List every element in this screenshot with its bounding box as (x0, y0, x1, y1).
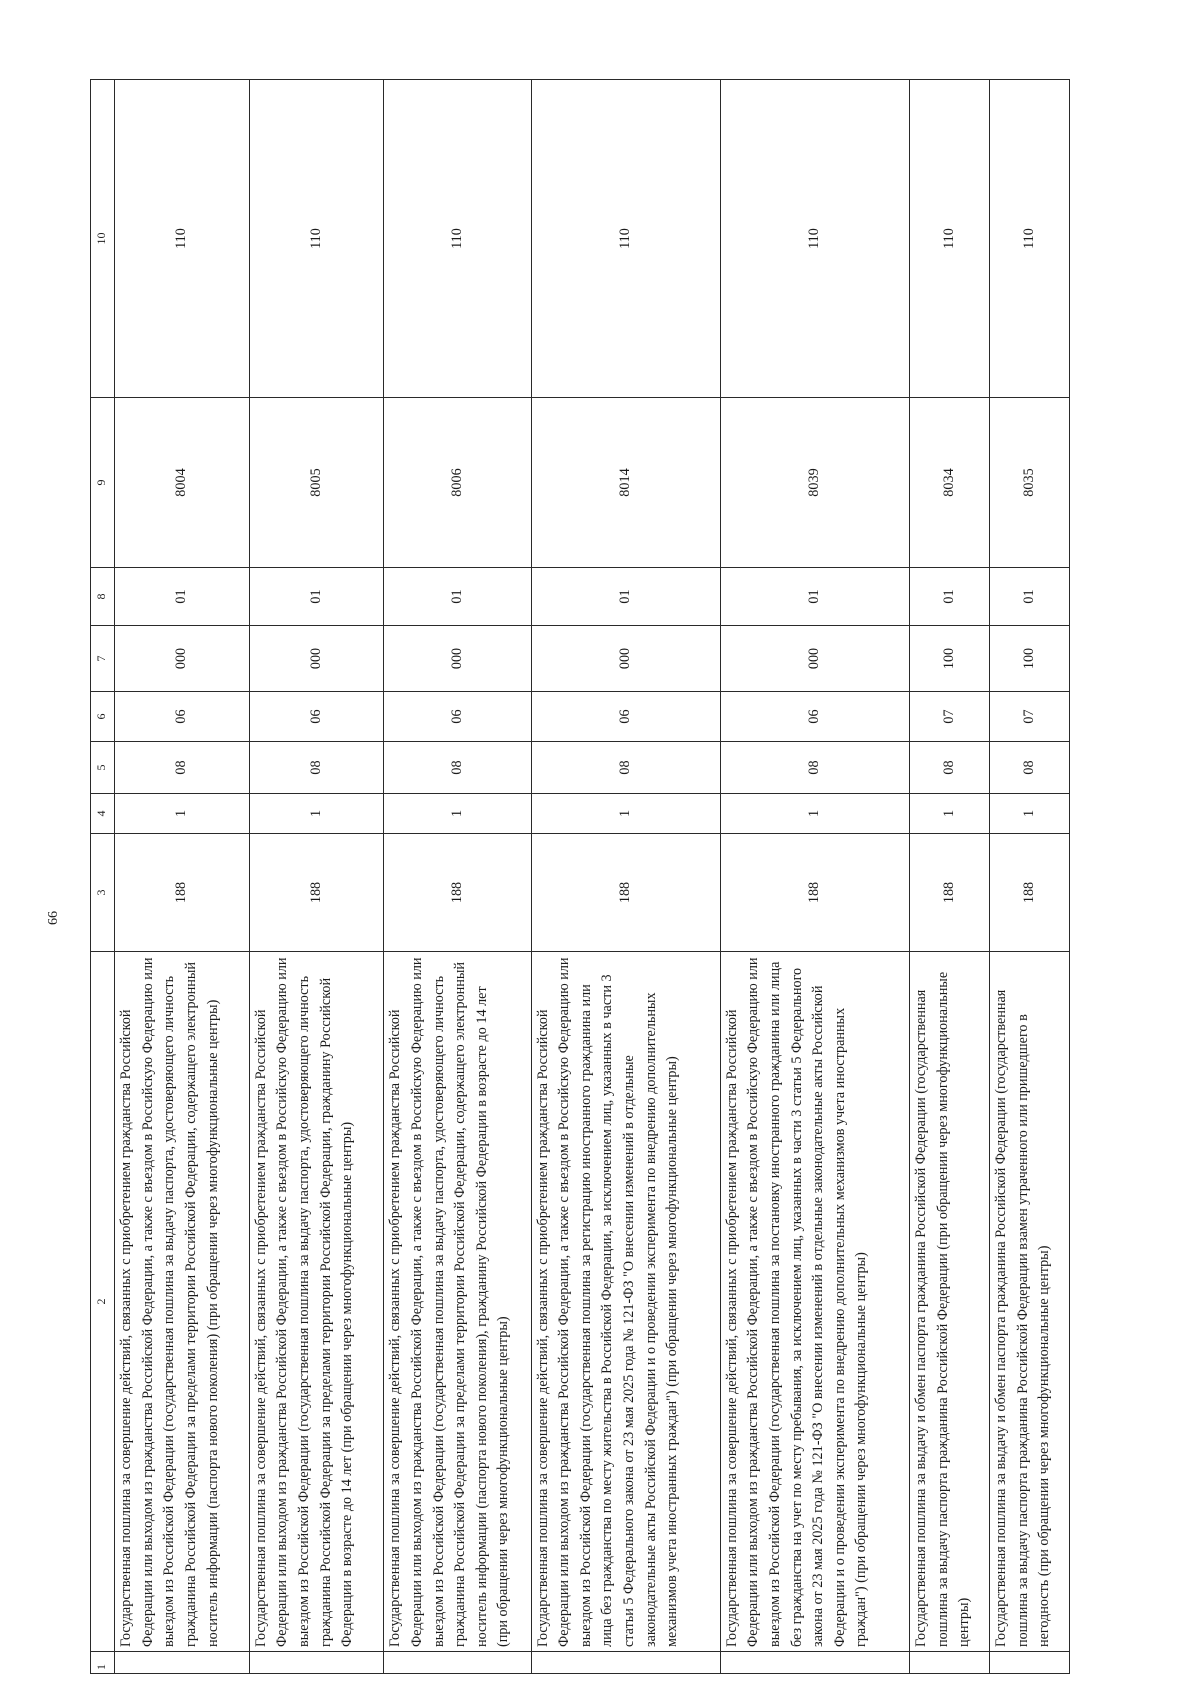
article-code-cell: 06 (249, 692, 384, 742)
element-code-cell: 01 (910, 568, 990, 626)
header-cell-7: 7 (91, 626, 115, 692)
header-cell-8: 8 (91, 568, 115, 626)
program-code-cell: 8035 (990, 398, 1070, 568)
economic-code-cell: 110 (531, 80, 720, 398)
header-row (91, 80, 115, 1674)
admin-code-cell: 188 (720, 834, 909, 952)
program-code-cell: 8039 (720, 398, 909, 568)
header-cell-5: 5 (91, 742, 115, 794)
subarticle-code-cell: 000 (720, 626, 909, 692)
group-code-cell: 1 (384, 794, 531, 834)
group-code-cell: 1 (910, 794, 990, 834)
group-code-cell: 1 (249, 794, 384, 834)
row-number-cell (990, 1652, 1070, 1674)
group-code-cell: 1 (990, 794, 1070, 834)
economic-code-cell: 110 (720, 80, 909, 398)
page-number: 66 (46, 911, 61, 925)
subarticle-code-cell: 000 (531, 626, 720, 692)
article-code-cell: 06 (384, 692, 531, 742)
program-code-cell: 8014 (531, 398, 720, 568)
row-number-cell (115, 1652, 250, 1674)
economic-code-cell: 110 (249, 80, 384, 398)
description-text: Государственная пошлина за совершение действий, связанных с приобретением гражданства Российской Федерации или выходом из гражданства Российской Федерации, а также с въездом в Российскую Федерацию или выездом из Российской Федерации (государственная пошлина за постановку иностранного гражданина или лица без гражданства на учет по месту пребывания, за исключением лиц, указанных в части 3 статьи 5 Федерального закона от 23 мая 2025 года № 121-ФЗ "О внесении изменений в отдельные законодательные акты Российской Федерации и о проведении эксперимента по внедрению дополнительных механизмов учета иностранных граждан") (при обращении через многофункциональные центры) (723, 957, 870, 1647)
table-row (115, 80, 250, 1674)
subarticle-code-cell: 000 (384, 626, 531, 692)
subarticle-code-cell: 000 (115, 626, 250, 692)
subarticle-code-cell: 100 (990, 626, 1070, 692)
admin-code-cell: 188 (990, 834, 1070, 952)
element-code-cell: 01 (990, 568, 1070, 626)
description-cell (115, 952, 250, 1652)
subgroup-code-cell: 08 (531, 742, 720, 794)
admin-code-cell: 188 (249, 834, 384, 952)
admin-code-cell: 188 (531, 834, 720, 952)
table-row (720, 80, 909, 1674)
rotated-table-wrapper (90, 80, 1070, 1674)
article-code-cell: 07 (910, 692, 990, 742)
table-row (249, 80, 384, 1674)
budget-code-table (90, 79, 1070, 1674)
row-number-cell (910, 1652, 990, 1674)
table-row (384, 80, 531, 1674)
table-row (531, 80, 720, 1674)
admin-code-cell: 188 (115, 834, 250, 952)
subarticle-code-cell: 100 (910, 626, 990, 692)
description-cell (531, 952, 720, 1652)
table-row (910, 80, 990, 1674)
program-code-cell: 8005 (249, 398, 384, 568)
row-number-cell (720, 1652, 909, 1674)
economic-code-cell: 110 (990, 80, 1070, 398)
subgroup-code-cell: 08 (910, 742, 990, 794)
row-number-cell (531, 1652, 720, 1674)
admin-code-cell: 188 (384, 834, 531, 952)
description-cell (910, 952, 990, 1652)
subgroup-code-cell: 08 (249, 742, 384, 794)
program-code-cell: 8004 (115, 398, 250, 568)
header-cell-2: 2 (91, 952, 115, 1652)
description-text: Государственная пошлина за совершение действий, связанных с приобретением гражданства Российской Федерации или выходом из гражданства Российской Федерации, а также с въездом в Российскую Федерацию или выездом из Российской Федерации (государственная пошлина за регистрацию иностранного гражданина или лица без гражданства по месту жительства в Российской Федерации, за исключением лиц, указанных в части 3 статьи 5 Федерального закона от 23 мая 2025 года № 121-ФЗ "О внесении изменений в отдельные законодательные акты Российской Федерации и о проведении эксперимента по внедрению дополнительных механизмов учета иностранных граждан") (при обращении через многофункциональные центры) (534, 957, 681, 1647)
description-cell (249, 952, 384, 1652)
economic-code-cell: 110 (115, 80, 250, 398)
description-text: Государственная пошлина за совершение действий, связанных с приобретением гражданства Российской Федерации или выходом из гражданства Российской Федерации, а также с въездом в Российскую Федерацию или выездом из Российской Федерации (государственная пошлина за выдачу паспорта, удостоверяющего личность гражданина Российской Федерации за пределами территории Российской Федерации, содержащего электронный носитель информации (паспорта нового поколения) (при обращении через многофункциональные центры) (118, 957, 221, 1647)
header-cell-9: 9 (91, 398, 115, 568)
description-cell (720, 952, 909, 1652)
description-text: Государственная пошлина за совершение действий, связанных с приобретением гражданства Российской Федерации или выходом из гражданства Российской Федерации, а также с въездом в Российскую Федерацию или выездом из Российской Федерации (государственная пошлина за выдачу паспорта, удостоверяющего личность гражданина Российской Федерации за пределами территории Российской Федерации, гражданину Российской Федерации в возрасте до 14 лет (при обращении через многофункциональные центры) (252, 957, 356, 1647)
header-cell-1: 1 (91, 1652, 115, 1674)
admin-code-cell: 188 (910, 834, 990, 952)
subarticle-code-cell: 000 (249, 626, 384, 692)
group-code-cell: 1 (720, 794, 909, 834)
element-code-cell: 01 (249, 568, 384, 626)
group-code-cell: 1 (531, 794, 720, 834)
header-cell-4: 4 (91, 794, 115, 834)
article-code-cell: 06 (720, 692, 909, 742)
description-text: Государственная пошлина за выдачу и обмен паспорта гражданина Российской Федерации (государственная пошлина за выдачу паспорта гражданина Российской Федерации (при обращении через многофункциональные центры) (913, 971, 973, 1647)
economic-code-cell: 110 (384, 80, 531, 398)
row-number-cell (249, 1652, 384, 1674)
subgroup-code-cell: 08 (990, 742, 1070, 794)
row-number-cell (384, 1652, 531, 1674)
economic-code-cell: 110 (910, 80, 990, 398)
article-code-cell: 07 (990, 692, 1070, 742)
header-cell-10: 10 (91, 80, 115, 398)
program-code-cell: 8034 (910, 398, 990, 568)
element-code-cell: 01 (384, 568, 531, 626)
article-code-cell: 06 (115, 692, 250, 742)
header-cell-6: 6 (91, 692, 115, 742)
description-cell (384, 952, 531, 1652)
description-text: Государственная пошлина за выдачу и обмен паспорта гражданина Российской Федерации (государственная пошлина за выдачу паспорта гражданина Российской Федерации взамен утраченного или пришедшего в негодность (при обращении через многофункциональные центры) (993, 989, 1053, 1647)
description-text: Государственная пошлина за совершение действий, связанных с приобретением гражданства Российской Федерации или выходом из гражданства Российской Федерации, а также с въездом в Российскую Федерацию или выездом из Российской Федерации (государственная пошлина за выдачу паспорта, удостоверяющего личность гражданина Российской Федерации за пределами территории Российской Федерации, содержащего электронный носитель информации (паспорта нового поколения), гражданину Российской Федерации в возрасте до 14 лет (при обращении через многофункциональные центры) (387, 957, 512, 1647)
element-code-cell: 01 (115, 568, 250, 626)
description-cell (990, 952, 1070, 1652)
element-code-cell: 01 (720, 568, 909, 626)
table-row (990, 80, 1070, 1674)
element-code-cell: 01 (531, 568, 720, 626)
program-code-cell: 8006 (384, 398, 531, 568)
subgroup-code-cell: 08 (115, 742, 250, 794)
subgroup-code-cell: 08 (384, 742, 531, 794)
subgroup-code-cell: 08 (720, 742, 909, 794)
article-code-cell: 06 (531, 692, 720, 742)
group-code-cell: 1 (115, 794, 250, 834)
header-cell-3: 3 (91, 834, 115, 952)
